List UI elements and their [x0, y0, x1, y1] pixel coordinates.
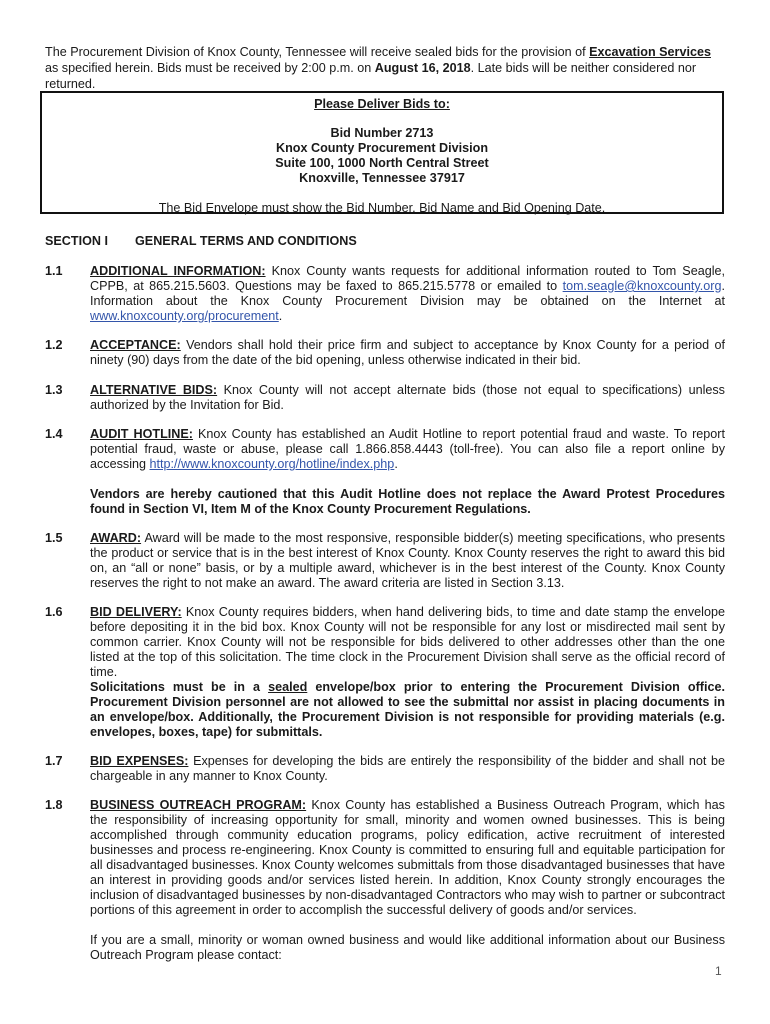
- item-text: [90, 605, 725, 680]
- intro-text: The Procurement Division of Knox County, Tennessee will receive sealed bids for the provision of: [45, 45, 590, 59]
- item-body: Award will be made to the most responsive, responsible bidder(s) meeting specifications, who presents the product or service that is in the best interest of Knox County. Knox County reserves the right to award this bid on, an “all or none” basis, or by a multiple award, whichever is in the best interest of the County. Knox County reserves the right to not make an award. The award criteria are listed in Section 3.13.: [90, 531, 725, 590]
- item-lead: ALTERNATIVE BIDS:: [90, 383, 218, 397]
- item-text: [90, 383, 725, 413]
- item-body: Expenses for developing the bids are entirely the responsibility of the bidder and shall not be chargeable in any manner to Knox County.: [90, 754, 725, 783]
- item-lead: BID DELIVERY:: [90, 605, 182, 619]
- item-body: Knox County has established an Audit Hotline to report potential fraud and waste. To report potential fraud, waste or abuse, please call 1.866.858.4443 (toll-free). You can also file a report online by accessing: [90, 427, 725, 471]
- audit-caution: Vendors are hereby cautioned that this Audit Hotline does not replace the Award Protest Procedures found in Section VI, Item M of the Knox County Procurement Regulations.: [90, 487, 725, 516]
- service-name: Excavation Services: [589, 45, 711, 59]
- item-text: [90, 264, 725, 324]
- item-text: [90, 531, 725, 591]
- section-number: SECTION I: [45, 234, 108, 248]
- address-line: Knoxville, Tennessee 37917: [299, 171, 465, 185]
- item-text: [90, 427, 725, 472]
- section-heading: [45, 234, 357, 248]
- item-lead: ADDITIONAL INFORMATION:: [90, 264, 266, 278]
- item-body: Knox County requires bidders, when hand delivering bids, to time and date stamp the envelope before depositing it in the bid box. Knox County will not be responsible for any lost or misdirected mail sent by common carrier. Knox County will not be responsible for bids delivered to other addresses other than the one listed at the top of this solicitation. The time clock in the Procurement Division shall serve as the official record of time.: [90, 605, 725, 679]
- address-line: Knox County Procurement Division: [275, 141, 489, 155]
- bid-box-header: Please Deliver Bids to:: [314, 97, 450, 111]
- item-body: Knox County will not accept alternate bids (those not equal to specifications) unless authorized by the Invitation for Bid.: [90, 383, 725, 412]
- item-number: 1.8: [45, 798, 63, 812]
- intro-text: as specified herein. Bids must be received by 2:00 p.m. on: [45, 61, 375, 75]
- bid-number: Bid Number 2713: [330, 126, 434, 140]
- item-number: 1.4: [45, 427, 63, 441]
- bid-address: [42, 126, 722, 186]
- item-body: . Information about the Knox County Procurement Division may be obtained on the Internet at: [90, 279, 725, 308]
- item-lead: ACCEPTANCE:: [90, 338, 181, 352]
- intro-text: . Late bids will be neither considered nor returned.: [45, 61, 697, 91]
- outreach-contact: If you are a small, minority or woman owned business and would like additional information about our Business Outreach Program please contact:: [90, 933, 725, 962]
- item-number: 1.3: [45, 383, 63, 397]
- item-number: 1.5: [45, 531, 63, 545]
- item-number: 1.1: [45, 264, 63, 278]
- hotline-link[interactable]: http://www.knoxcounty.org/hotline/index.php: [149, 457, 395, 471]
- item-body: .: [278, 309, 283, 323]
- item-body: .: [394, 457, 398, 471]
- item-text: [90, 338, 725, 368]
- intro-paragraph: [45, 44, 725, 92]
- notice-text: Solicitations must be in a: [90, 680, 269, 694]
- bid-delivery-box: [40, 91, 724, 214]
- item-lead: AUDIT HOTLINE:: [90, 427, 193, 441]
- section-title: GENERAL TERMS AND CONDITIONS: [135, 234, 357, 248]
- item-number: 1.6: [45, 605, 63, 619]
- due-date: August 16, 2018: [374, 61, 471, 75]
- item-text: [90, 754, 725, 784]
- email-link[interactable]: tom.seagle@knoxcounty.org: [562, 279, 722, 293]
- bid-envelope-note: The Bid Envelope must show the Bid Number, Bid Name and Bid Opening Date.: [158, 201, 606, 215]
- item-body: Knox County has established a Business Outreach Program, which has the responsibility of increasing opportunity for small, minority and women owned businesses. This is being accomplished through community education programs, policy edification, active recruitment of interested businesses and process re-engineering. Knox County is committed to ensuring full and equitable participation for all disadvantaged businesses. Knox County welcomes submittals from those disadvantaged businesses that have an interest in providing goods and/or services listed herein. In addition, Knox County strongly encourages the inclusion of disadvantaged businesses by non-disadvantaged Contractors who may wish to partner or subcontract portions of this agreement in order to accomplish the successful delivery of goods and/or services.: [90, 798, 725, 917]
- notice-emphasis: sealed: [268, 680, 308, 694]
- notice-text: envelope/box prior to entering the Procurement Division office. Procurement Division personnel are not allowed to see the submittal nor assist in placing documents in an envelope/box. Additionally, the Procurement Division is not responsible for providing materials (e.g. envelopes, boxes, tape) for submittals.: [90, 680, 725, 739]
- procurement-link[interactable]: www.knoxcounty.org/procurement: [90, 309, 279, 323]
- item-number: 1.2: [45, 338, 63, 352]
- item-body: Vendors shall hold their price firm and subject to acceptance by Knox County for a period of ninety (90) days from the date of the bid opening, unless otherwise indicated in their bid.: [90, 338, 725, 367]
- item-lead: BUSINESS OUTREACH PROGRAM:: [90, 798, 307, 812]
- item-text: [90, 798, 725, 918]
- item-body: Knox County wants requests for additional information routed to Tom Seagle, CPPB, at 865.215.5603. Questions may be faxed to 865.215.5778 or emailed to: [90, 264, 726, 293]
- sealed-envelope-notice: [90, 680, 725, 740]
- item-number: 1.7: [45, 754, 63, 768]
- address-line: Suite 100, 1000 North Central Street: [275, 156, 489, 170]
- item-lead: BID EXPENSES:: [90, 754, 189, 768]
- item-lead: AWARD:: [90, 531, 142, 545]
- page-number: 1: [715, 964, 722, 978]
